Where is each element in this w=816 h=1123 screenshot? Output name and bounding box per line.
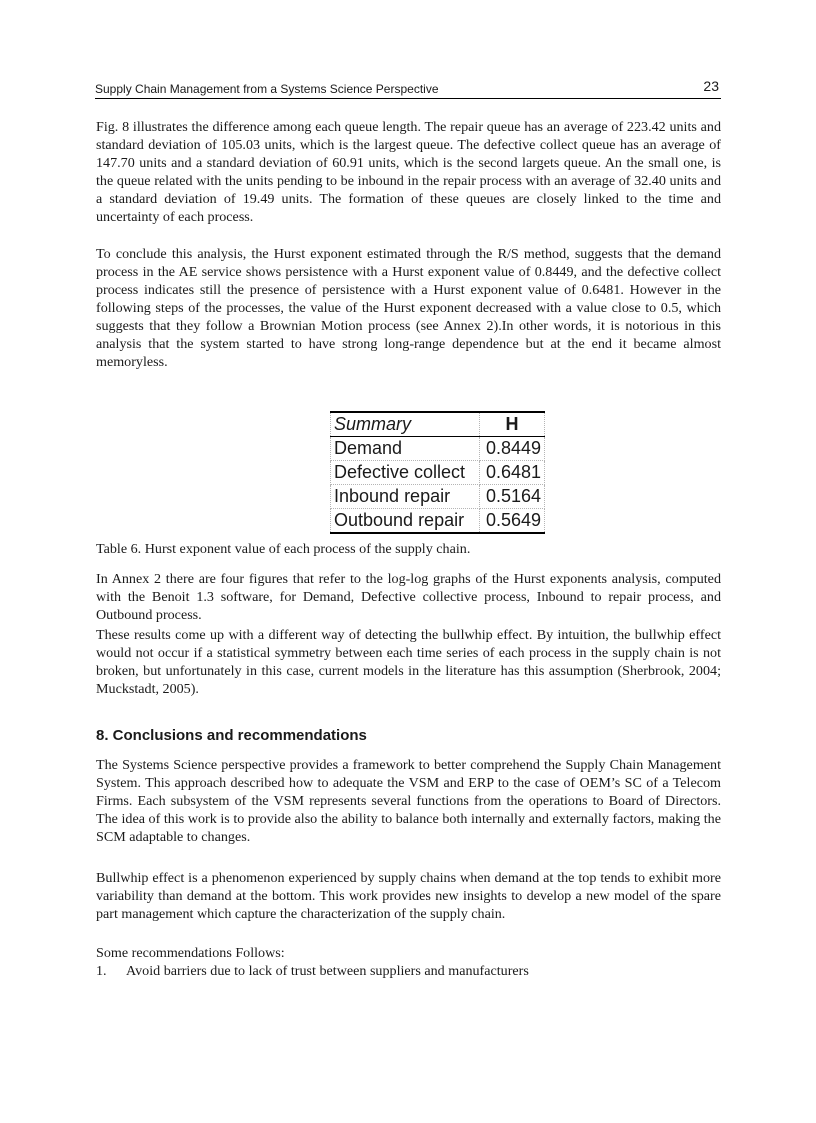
table-row <box>331 437 545 461</box>
table-header-row <box>331 412 545 437</box>
running-header <box>95 78 721 99</box>
paragraph-recommendations-intro: Some recommendations Follows: <box>96 945 285 961</box>
paragraph-systems-science: The Systems Science perspective provides a framework to better comprehend the Supply Chain Management System. This approach described how to adequate the VSM and ERP to the case of OEM’s SC of a Telecom Firms. Each subsystem of the VSM represents several functions from the operations to Board of Directors. The idea of this work is to provide also the ability to balance both internally and externally factors, making the SCM adaptable to changes. <box>96 757 721 845</box>
table-cell-process: Defective collect <box>331 461 480 485</box>
table-cell-process: Demand <box>331 437 480 461</box>
table-cell-value: 0.6481 <box>480 461 545 485</box>
paragraph-queue-lengths: Fig. 8 illustrates the difference among each queue length. The repair queue has an average of 223.42 units and standard deviation of 105.03 units, which is the largest queue. The defective collect queue has an average of 147.70 units and a standard deviation of 60.91 units, which is the second largets queue. An the small one, is the queue related with the units pending to be inbound in the repair process with an average of 32.40 units and a standard deviation of 19.49 units. The formation of these queues are closely linked to the time and uncertainty of each process. <box>96 119 721 225</box>
section-heading: 8. Conclusions and recommendations <box>96 727 367 744</box>
table-cell-value: 0.5164 <box>480 485 545 509</box>
table-row <box>331 509 545 534</box>
table-header-summary: Summary <box>331 412 480 437</box>
table-header-h: H <box>480 412 545 437</box>
list-item-number: 1. <box>96 963 107 979</box>
paragraph-bullwhip-definition: Bullwhip effect is a phenomenon experienced by supply chains when demand at the top tends to exhibit more variability than demand at the bottom. This work provides new insights to develop a new model of the spare part management which capture the characterization of the supply chain. <box>96 870 721 922</box>
table-caption: Table 6. Hurst exponent value of each process of the supply chain. <box>96 541 471 557</box>
table-cell-process: Inbound repair <box>331 485 480 509</box>
paragraph-annex-figures: In Annex 2 there are four figures that refer to the log-log graphs of the Hurst exponents analysis, computed with the Benoit 1.3 software, for Demand, Defective collective process, Inbound to repair process, and Outbound process. <box>96 571 721 623</box>
list-item-text: Avoid barriers due to lack of trust between suppliers and manufacturers <box>126 963 529 979</box>
page-number: 23 <box>703 78 719 94</box>
paragraph-bullwhip-detection: These results come up with a different way of detecting the bullwhip effect. By intuition, the bullwhip effect would not occur if a statistical symmetry between each time series of each process in the supply chain is not broken, but unfortunately in this case, current models in the literature has this assumption (Sherbrook, 2004; Muckstadt, 2005). <box>96 627 721 697</box>
table-row <box>331 461 545 485</box>
list-item <box>96 962 529 980</box>
table-cell-value: 0.8449 <box>480 437 545 461</box>
table-cell-value: 0.5649 <box>480 509 545 534</box>
table-row <box>331 485 545 509</box>
header-title: Supply Chain Management from a Systems Science Perspective <box>95 82 439 96</box>
table-cell-process: Outbound repair <box>331 509 480 534</box>
paragraph-hurst-conclusion: To conclude this analysis, the Hurst exponent estimated through the R/S method, suggests that the demand process in the AE service shows persistence with a Hurst exponent value of 0.8449, and the defective collect process indicates still the presence of persistence with a Hurst exponent value of 0.6481. However in the following steps of the processes, the value of the Hurst exponent decreased with a value close to 0.5, which suggests that they follow a Brownian Motion process (see Annex 2).In other words, it is notorious in this analysis that the system started to have strong long-range dependence but at the end it became almost memoryless. <box>96 246 721 370</box>
hurst-summary-table <box>330 411 545 534</box>
